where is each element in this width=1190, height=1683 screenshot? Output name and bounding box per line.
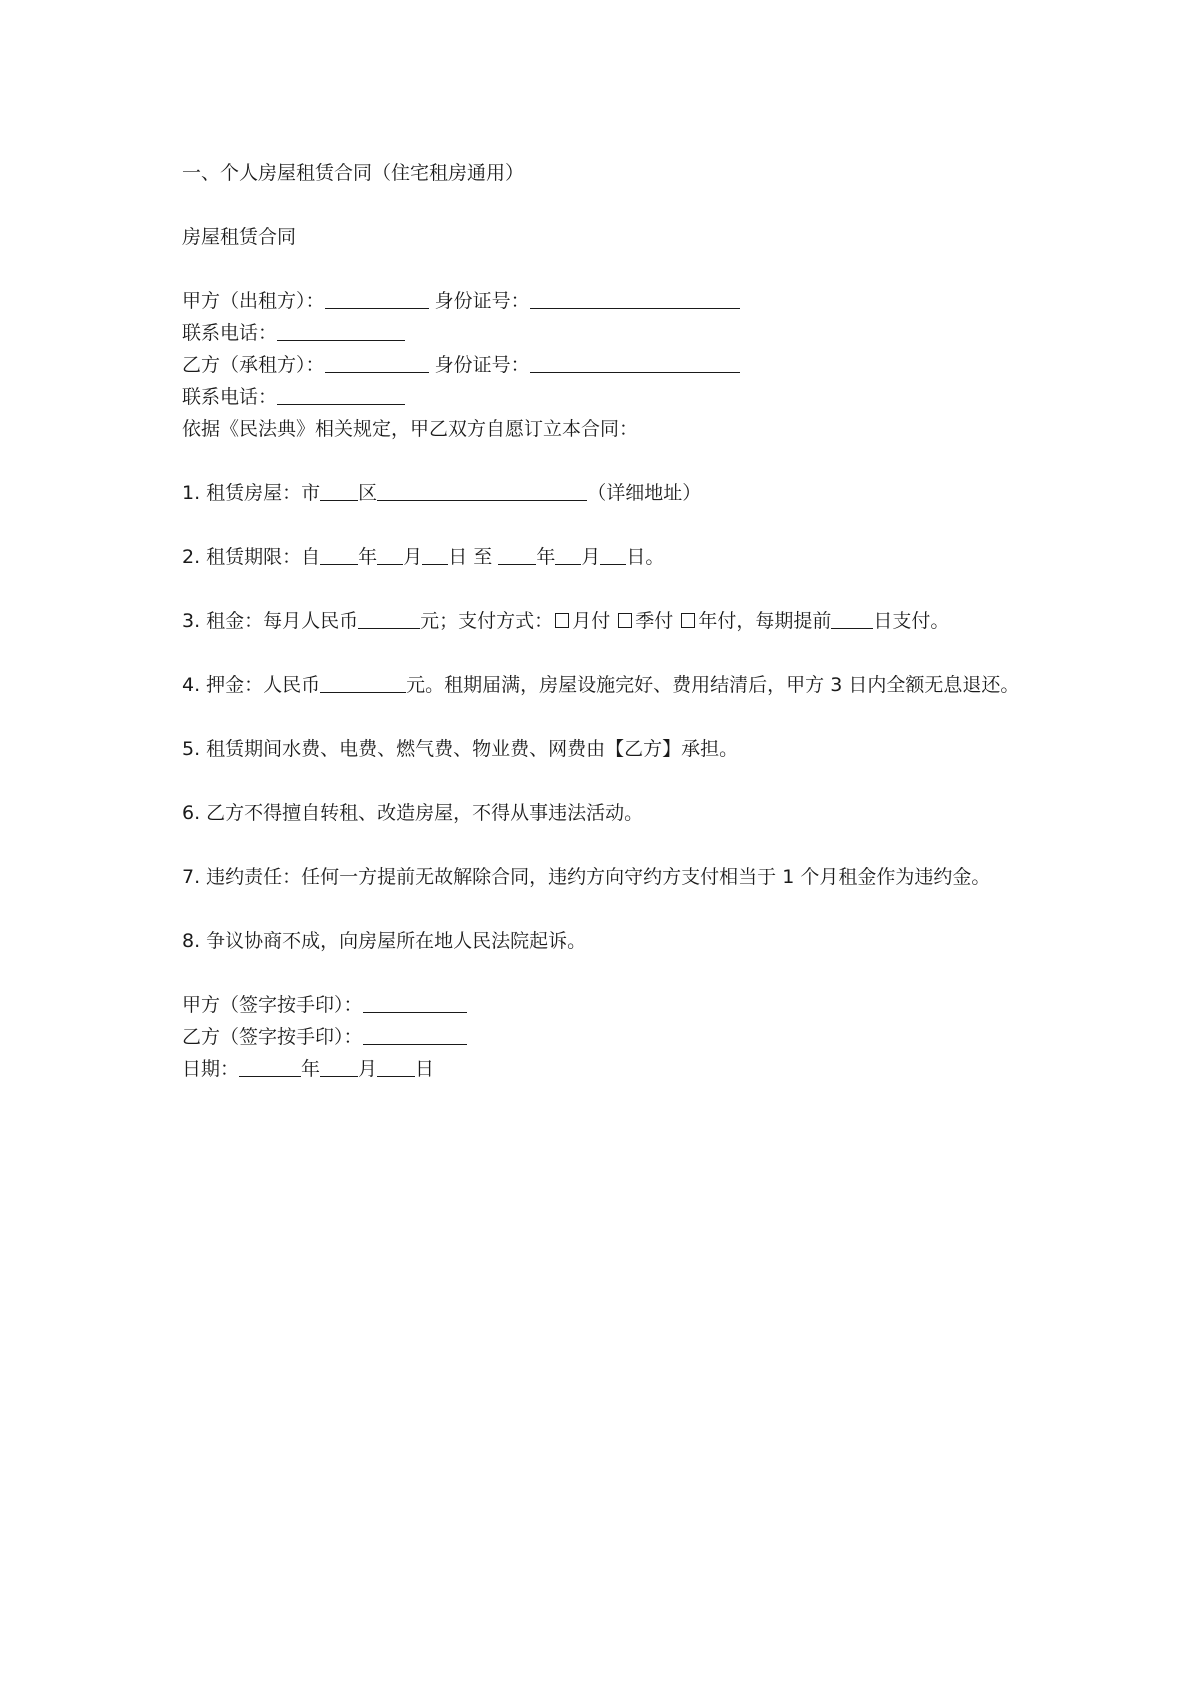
party-b-label: 乙方（承租方）： <box>182 354 325 376</box>
party-a-phone-blank <box>277 318 405 341</box>
clause-4 <box>182 669 1022 701</box>
party-a-id-blank <box>530 286 740 309</box>
quarterly-label: 季付 <box>635 610 674 632</box>
section-heading: 一、个人房屋租赁合同（住宅租房通用） <box>182 162 525 184</box>
sign-month-label: 月 <box>358 1058 378 1080</box>
party-b-phone-blank <box>277 382 405 405</box>
deposit-blank <box>320 670 406 693</box>
to-label: 至 <box>473 546 493 568</box>
clause-3 <box>182 605 1022 637</box>
advance-days-blank <box>831 606 873 629</box>
contract-title: 房屋租赁合同 <box>182 226 297 248</box>
intro-text: 依据《民法典》相关规定，甲乙双方自愿订立本合同： <box>182 418 639 440</box>
monthly-checkbox <box>555 613 569 628</box>
monthly-label: 月付 <box>572 610 611 632</box>
year-label: 年 <box>536 546 556 568</box>
party-a-phone-label: 联系电话： <box>182 322 278 344</box>
contract-body <box>182 157 1022 1085</box>
party-a-row <box>182 285 1022 317</box>
party-a-signature-label: 甲方（签字按手印）： <box>182 994 363 1016</box>
month-label: 月 <box>403 546 423 568</box>
clause-1 <box>182 477 1022 509</box>
yearly-label: 年付，每期提前 <box>698 610 832 632</box>
start-year-blank <box>320 542 358 565</box>
clause-7: 7. 违约责任：任何一方提前无故解除合同，违约方向守约方支付相当于 1 个月租金作为违约金。 <box>182 866 991 888</box>
party-a-name-blank <box>325 286 429 309</box>
sign-year-label: 年 <box>301 1058 321 1080</box>
party-b-signature-label: 乙方（签字按手印）： <box>182 1026 363 1048</box>
end-year-blank <box>498 542 536 565</box>
clause-2 <box>182 541 1022 573</box>
date-row <box>182 1053 1022 1085</box>
clause-2-prefix: 2. 租赁期限：自 <box>182 546 321 568</box>
party-b-phone-row <box>182 381 1022 413</box>
day-label: 日 <box>448 546 468 568</box>
party-a-phone-row <box>182 317 1022 349</box>
yearly-checkbox <box>681 613 695 628</box>
sign-month-blank <box>320 1054 358 1077</box>
start-day-blank <box>422 542 448 565</box>
party-b-name-blank <box>325 350 429 373</box>
clause-3-suffix: 日支付。 <box>873 610 950 632</box>
city-blank <box>320 478 358 501</box>
party-b-row <box>182 349 1022 381</box>
party-b-signature-row <box>182 1021 1022 1053</box>
address-blank <box>377 478 587 501</box>
party-b-signature-blank <box>363 1022 467 1045</box>
rent-yuan-label: 元；支付方式： <box>420 610 554 632</box>
clause-5: 5. 租赁期间水费、电费、燃气费、物业费、网费由【乙方】承担。 <box>182 738 739 760</box>
clause-1-prefix: 1. 租赁房屋：市 <box>182 482 321 504</box>
party-a-label: 甲方（出租方）： <box>182 290 325 312</box>
rent-amount-blank <box>358 606 420 629</box>
party-b-phone-label: 联系电话： <box>182 386 278 408</box>
end-day-blank <box>600 542 626 565</box>
year-label: 年 <box>358 546 378 568</box>
clause-1-district: 区 <box>358 482 378 504</box>
clause-4-text: 元。租期届满，房屋设施完好、费用结清后，甲方 3 日内全额无息退还。 <box>406 674 1020 696</box>
sign-day-label: 日 <box>415 1058 435 1080</box>
party-a-id-label: 身份证号： <box>434 290 530 312</box>
end-month-blank <box>555 542 581 565</box>
month-label: 月 <box>581 546 601 568</box>
quarterly-checkbox <box>618 613 632 628</box>
party-a-signature-row <box>182 989 1022 1021</box>
clause-1-suffix: （详细地址） <box>587 482 702 504</box>
date-label: 日期： <box>182 1058 240 1080</box>
sign-day-blank <box>377 1054 415 1077</box>
start-month-blank <box>377 542 403 565</box>
clause-6: 6. 乙方不得擅自转租、改造房屋，不得从事违法活动。 <box>182 802 644 824</box>
party-b-id-blank <box>530 350 740 373</box>
clause-8: 8. 争议协商不成，向房屋所在地人民法院起诉。 <box>182 930 587 952</box>
sign-year-blank <box>239 1054 301 1077</box>
day-end-label: 日。 <box>626 546 665 568</box>
party-b-id-label: 身份证号： <box>434 354 530 376</box>
clause-3-prefix: 3. 租金：每月人民币 <box>182 610 359 632</box>
clause-4-prefix: 4. 押金：人民币 <box>182 674 321 696</box>
party-a-signature-blank <box>363 990 467 1013</box>
